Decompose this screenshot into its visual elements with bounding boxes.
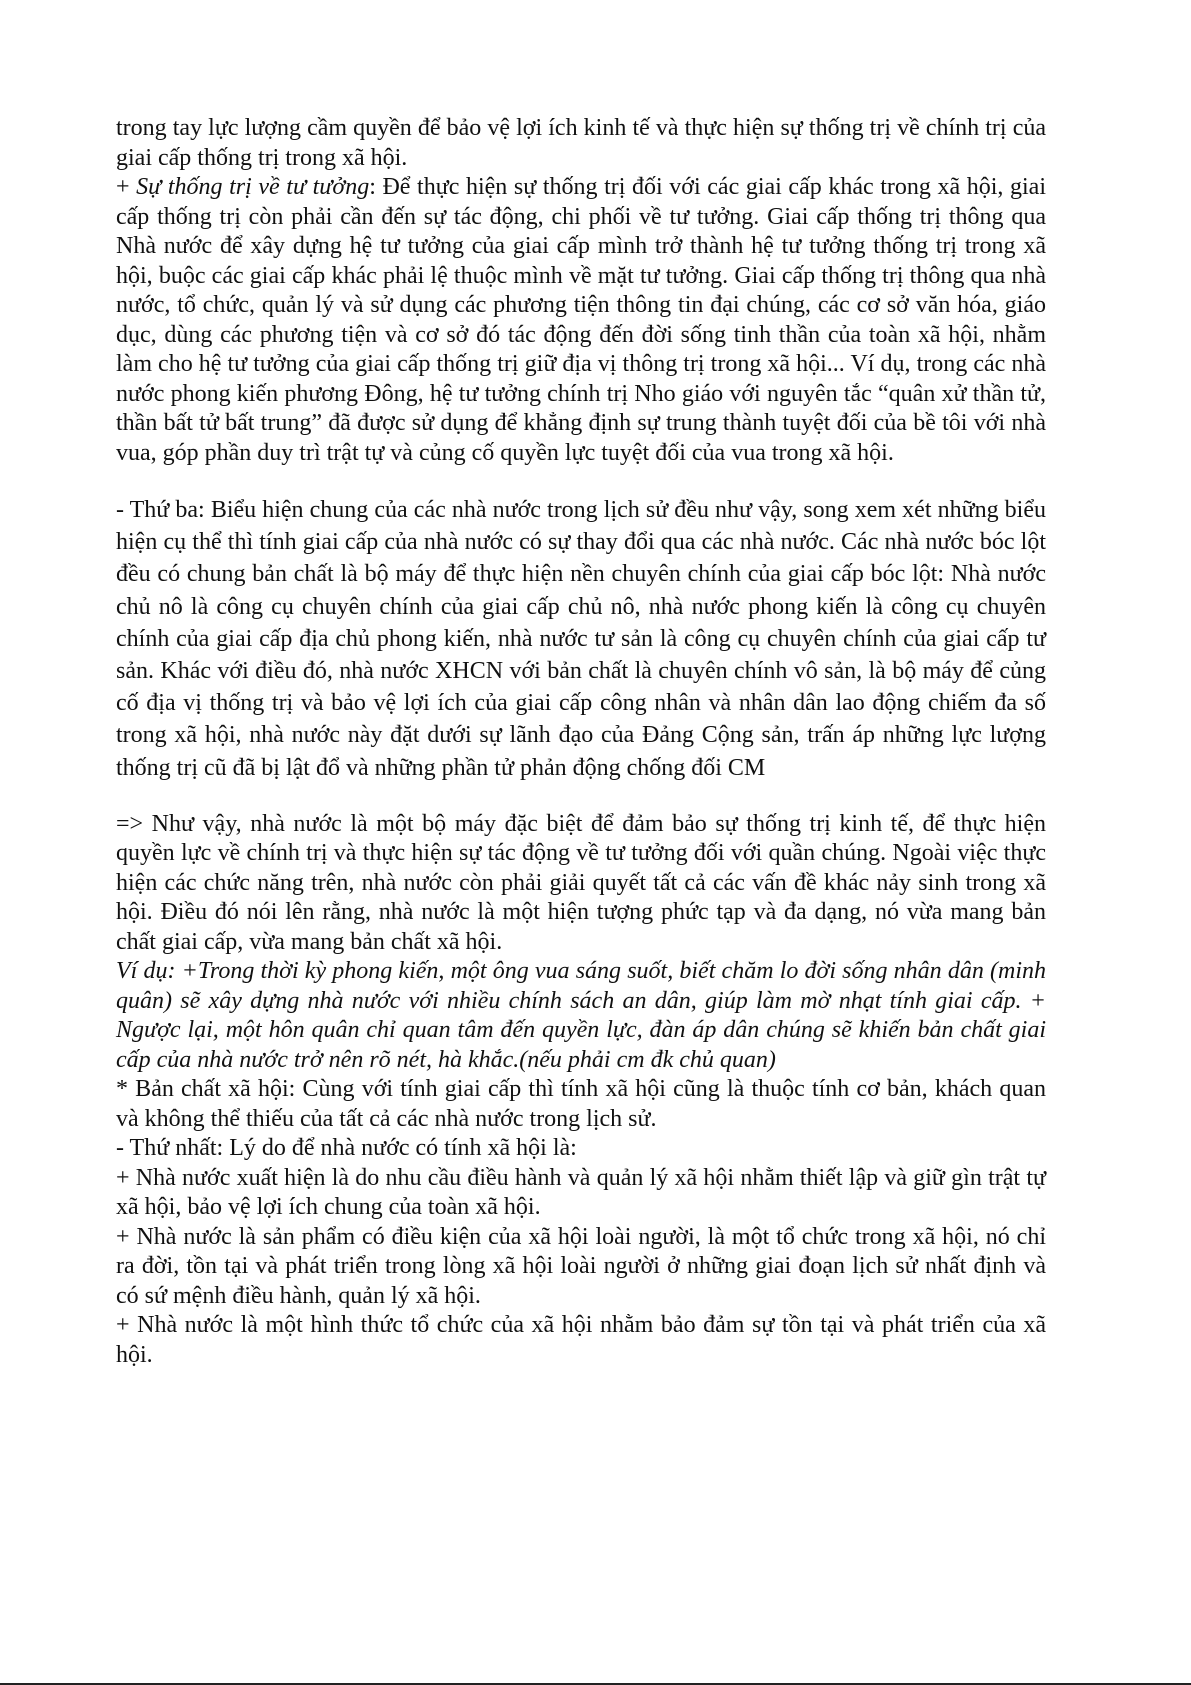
paragraph-reason-social-product: + Nhà nước là sản phẩm có điều kiện của xã hội loài người, là một tổ chức trong xã hội, nó chỉ ra đời, tồn tại và phát triển trong lòng xã hội loài người ở những giai đoạn lịch sử nhất định và có sứ mệnh điều hành, quản lý xã hội. [116,1223,1046,1309]
paragraph-reason-social-organization: + Nhà nước là một hình thức tổ chức của xã hội nhằm bảo đảm sự tồn tại và phát triển của xã hội. [116,1312,1046,1368]
document-page [116,114,1046,1370]
paragraph-political-dominance-end: trong tay lực lượng cầm quyền để bảo vệ lợi ích kinh tế và thực hiện sự thống trị về chính trị của giai cấp thống trị trong xã hội. [116,115,1046,171]
bullet-plus: + [116,174,137,200]
paragraph-first-reason-heading: - Thứ nhất: Lý do để nhà nước có tính xã hội là: [116,1135,577,1162]
paragraph-third-point: - Thứ ba: Biểu hiện chung của các nhà nước trong lịch sử đều như vậy, song xem xét những biểu hiện cụ thể thì tính giai cấp của nhà nước có sự thay đổi qua các nhà nước. Các nhà nước bóc lột đều có chung bản chất là bộ máy để thực hiện nền chuyên chính của giai cấp bóc lột: Nhà nước chủ nô là công cụ chuyên chính của giai cấp chủ nô, nhà nước phong kiến là công cụ chuyên chính của giai cấp địa chủ phong kiến, nhà nước tư sản là công cụ chuyên chính của giai cấp tư sản. Khác với điều đó, nhà nước XHCN với bản chất là chuyên chính vô sản, là bộ máy để củng cố địa vị thống trị và bảo vệ lợi ích của giai cấp công nhân và nhân dân lao động chiếm đa số trong xã hội, nhà nước này đặt dưới sự lãnh đạo của Đảng Cộng sản, trấn áp những lực lượng thống trị cũ đã bị lật đổ và những phần tử phản động chống đối CM [116,497,1046,781]
paragraph-reason-social-need: + Nhà nước xuất hiện là do nhu cầu điều hành và quản lý xã hội nhằm thiết lập và giữ gìn trật tự xã hội, bảo vệ lợi ích chung của toàn xã hội. [116,1164,1046,1221]
ideological-dominance-text: : Để thực hiện sự thống trị đối với các giai cấp khác trong xã hội, giai cấp thống trị còn phải cần đến sự tác động, chi phối về tư tưởng. Giai cấp thống trị thông qua Nhà nước để xây dựng hệ tư tưởng của giai cấp mình trở thành hệ tư tưởng thống trị trong xã hội, buộc các giai cấp khác phải lệ thuộc mình về mặt tư tưởng. Giai cấp thống trị thông qua nhà nước, tổ chức, quản lý và sử dụng các phương tiện thông tin đại chúng, các cơ sở văn hóa, giáo dục, dùng các phương tiện và cơ sở đó tác động đến đời sống tinh thần của toàn xã hội, nhằm làm cho hệ tư tưởng của giai cấp thống trị giữ địa vị thông trị trong xã hội... Ví dụ, trong các nhà nước phong kiến phương Đông, hệ tư tưởng chính trị Nho giáo với nguyên tắc “quân xử thần tử, thần bất tử bất trung” đã được sử dụng để khẳng định sự trung thành tuyệt đối của bề tôi với nhà vua, góp phần duy trì trật tự và củng cố quyền lực tuyệt đối của vua trong xã hội. [116,174,1046,466]
paragraph-conclusion: => Như vậy, nhà nước là một bộ máy đặc biệt để đảm bảo sự thống trị kinh tế, để thực hiện quyền lực về chính trị và thực hiện sự tác động về tư tưởng đối với quần chúng. Ngoài việc thực hiện các chức năng trên, nhà nước còn phải giải quyết tất cả các vấn đề khác nảy sinh trong xã hội. Điều đó nói lên rằng, nhà nước là một hiện tượng phức tạp và đa dạng, nó vừa mang bản chất giai cấp, vừa mang bản chất xã hội. [116,810,1046,955]
paragraph-social-nature: * Bản chất xã hội: Cùng với tính giai cấp thì tính xã hội cũng là thuộc tính cơ bản, khách quan và không thể thiếu của tất cả các nhà nước trong lịch sử. [116,1076,1046,1132]
ideological-dominance-label: Sự thống trị về tư tưởng [136,174,370,200]
paragraph-example: Ví dụ: +Trong thời kỳ phong kiến, một ông vua sáng suốt, biết chăm lo đời sống nhân dân (minh quân) sẽ xây dựng nhà nước với nhiều chính sách an dân, giúp làm mờ nhạt tính giai cấp. + Ngược lại, một hôn quân chỉ quan tâm đến quyền lực, đàn áp dân chúng sẽ khiến bản chất giai cấp của nhà nước trở nên rõ nét, hà khắc.(nếu phải cm đk chủ quan) [116,958,1046,1073]
paragraph-ideological-dominance [116,173,1046,468]
